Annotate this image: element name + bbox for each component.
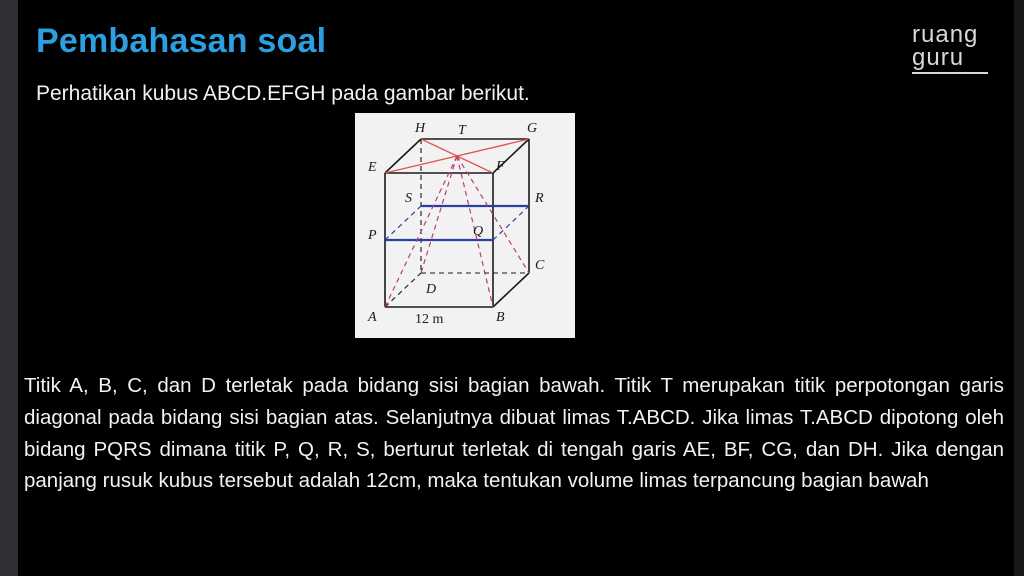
label-E: E — [368, 160, 377, 175]
label-C: C — [535, 258, 545, 273]
label-A: A — [368, 310, 377, 325]
cube-diagram-svg — [355, 113, 575, 338]
page-title: Pembahasan soal — [36, 22, 327, 60]
brand-logo-line1: ruang — [912, 21, 979, 48]
slide-right-border — [1014, 0, 1024, 576]
label-T: T — [458, 123, 466, 138]
label-H: H — [415, 121, 426, 136]
label-P: P — [368, 228, 377, 243]
label-F: F — [496, 159, 505, 174]
body-text — [24, 370, 1004, 497]
intro-text: Perhatikan kubus ABCD.EFGH pada gambar berikut. — [36, 82, 530, 105]
brand-logo-line2: guru — [912, 47, 988, 74]
slide-left-border — [0, 0, 18, 576]
figure-caption: 12 m — [415, 312, 444, 327]
brand-logo — [912, 21, 988, 74]
label-B: B — [496, 310, 505, 325]
label-S: S — [405, 191, 412, 206]
label-Q: Q — [473, 224, 484, 239]
cube-figure — [355, 113, 575, 338]
body-paragraph: Titik A, B, C, dan D terletak pada bidang sisi bagian bawah. Titik T merupakan titik perpotongan garis diagonal pada bidang sisi bagian atas. Selanjutnya dibuat limas T.ABCD. Jika limas T.ABCD dipotong oleh bidang PQRS dimana titik P, Q, R, S, berturut terletak di tengah garis AE, BF, CG, dan DH. Jika dengan panjang rusuk kubus tersebut adalah 12cm, maka tentukan volume limas terpancung bagian bawah — [24, 374, 1004, 493]
label-G: G — [527, 121, 538, 136]
label-D: D — [426, 282, 437, 297]
label-R: R — [535, 191, 544, 206]
